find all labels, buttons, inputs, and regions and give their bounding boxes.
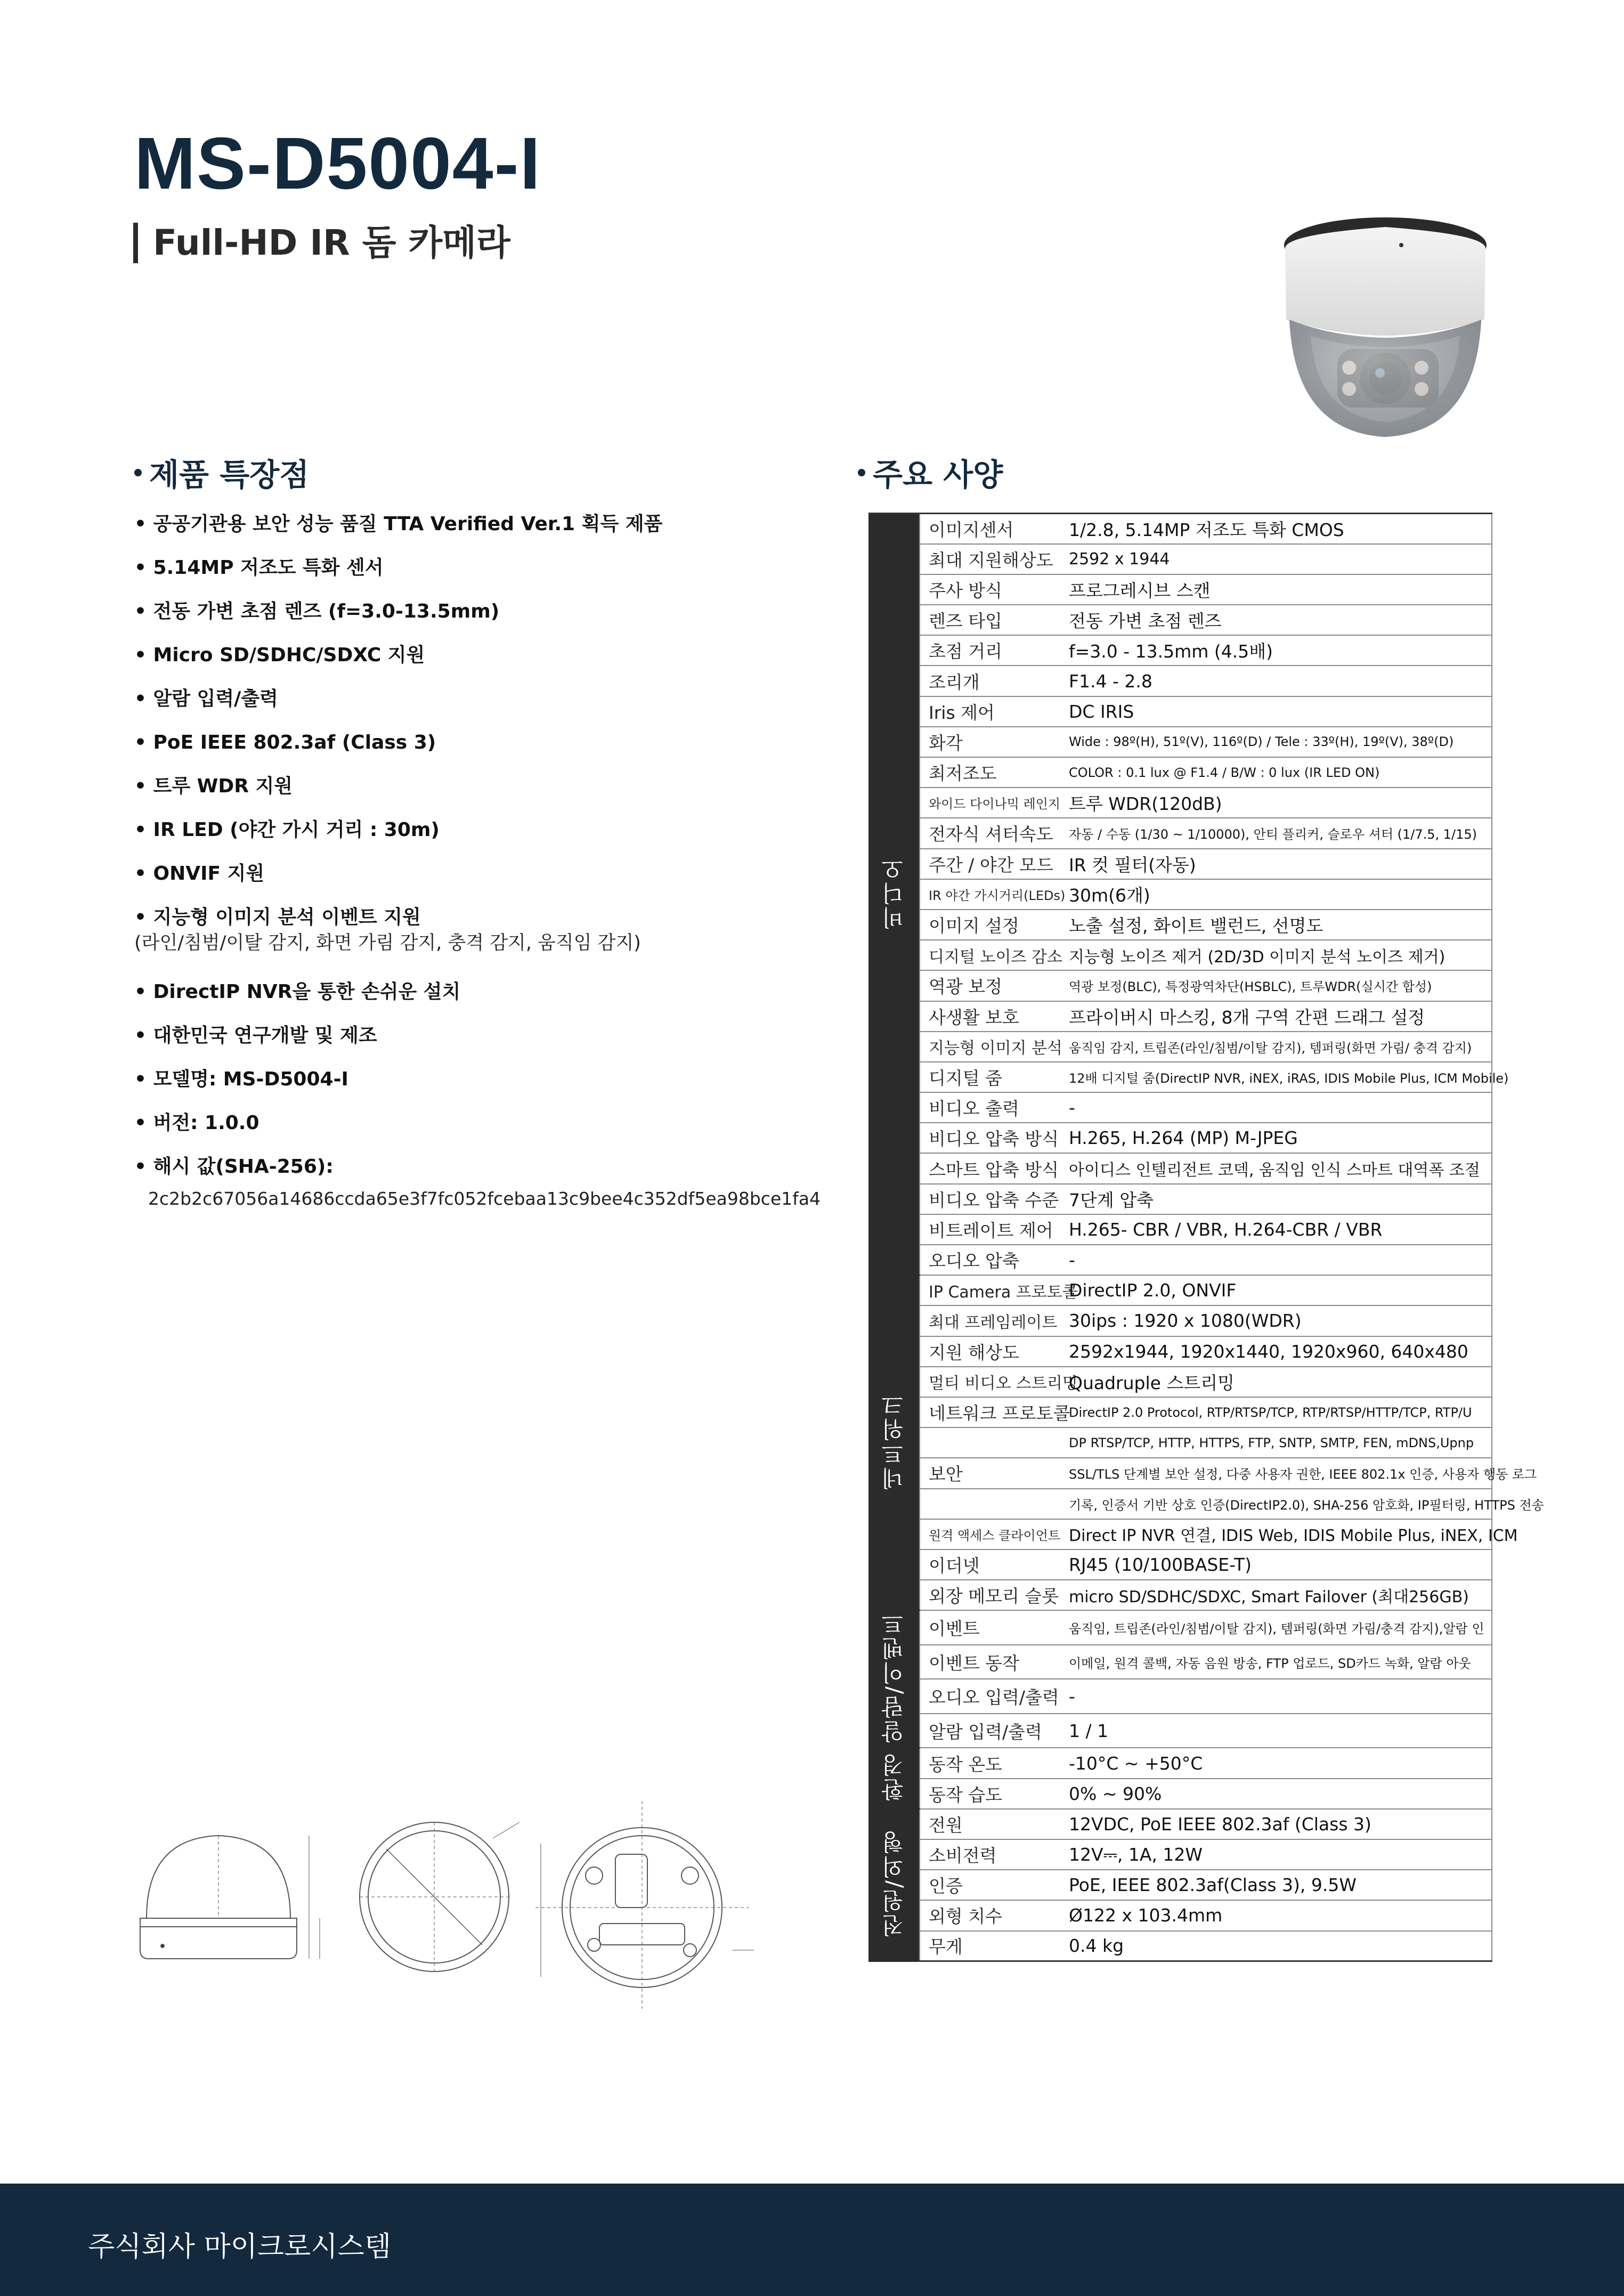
category-label: 전원/외형 (880, 1829, 907, 1937)
table-row (868, 910, 1492, 940)
spec-label: 화각 (920, 727, 1063, 757)
table-row (868, 757, 1492, 788)
feature-list (134, 512, 821, 1212)
spec-value: 7단계 압축 (1063, 1184, 1492, 1214)
feature-item: • 버전: 1.0.0 (134, 1112, 259, 1134)
feature-text: 공공기관용 보안 성능 품질 TTA Verified Ver.1 획득 제품 (153, 513, 663, 535)
heading-bullet (858, 469, 865, 476)
spec-label: 동작 습도 (920, 1779, 1063, 1809)
spec-label: 지원 해상도 (920, 1336, 1063, 1367)
table-row (868, 818, 1492, 848)
spec-label: 이벤트 (920, 1610, 1063, 1645)
feature-item: • 해시 값(SHA-256): 2c2b2c67056a14686ccda65e3f7fc052fcebaa13c9bee4c352df5ea98bce1fa4 (134, 1154, 816, 1212)
spec-value: 역광 보정(BLC), 특정광역차단(HSBLC), 트루WDR(실시간 합성) (1063, 970, 1492, 1001)
table-row (868, 1397, 1492, 1427)
spec-label: 보안 (920, 1458, 1063, 1488)
feature-text: 트루 WDR 지원 (153, 775, 293, 797)
feature-item: • PoE IEEE 802.3af (Class 3) (134, 732, 436, 753)
category-video (868, 514, 920, 1276)
table-row (868, 1839, 1492, 1870)
heading-bullet (134, 469, 142, 476)
spec-label: 인증 (920, 1870, 1063, 1900)
table-row (868, 1214, 1492, 1245)
feature-text: 전동 가변 초점 렌즈 (f=3.0-13.5mm) (153, 601, 500, 622)
spec-value: RJ45 (10/100BASE-T) (1063, 1549, 1492, 1580)
feature-item: • 5.14MP 저조도 특화 센서 (134, 557, 384, 579)
spec-value: - (1063, 1679, 1492, 1714)
spec-value: f=3.0 - 13.5mm (4.5배) (1063, 635, 1492, 666)
subtitle-bar (133, 223, 138, 263)
spec-value: 이메일, 원격 콜백, 자동 음원 방송, FTP 업로드, SD카드 녹화, 알람 아웃 (1063, 1645, 1492, 1680)
table-row (868, 1779, 1492, 1809)
table-row (868, 1679, 1492, 1714)
spec-value: 0.4 kg (1063, 1931, 1492, 1961)
table-row (868, 1519, 1492, 1549)
feature-text: 5.14MP 저조도 특화 센서 (153, 557, 384, 579)
spec-label: 이벤트 동작 (920, 1645, 1063, 1680)
feature-item: • Micro SD/SDHC/SDXC 지원 (134, 644, 425, 666)
product-model-title: MS-D5004-I (134, 123, 541, 205)
feature-text: 지능형 이미지 분석 이벤트 지원 (153, 906, 421, 928)
spec-value: 자동 / 수동 (1/30 ~ 1/10000), 안티 플리커, 슬로우 셔터 (1/7.5, 1/15) (1063, 818, 1492, 848)
table-row (868, 1809, 1492, 1839)
table-row (868, 635, 1492, 666)
feature-item: • IR LED (야간 가시 거리 : 30m) (134, 819, 440, 841)
table-row (868, 574, 1492, 605)
table-row (868, 1092, 1492, 1123)
spec-label: 지능형 이미지 분석 (920, 1032, 1063, 1062)
spec-label: 최대 지원해상도 (920, 544, 1063, 574)
table-row (868, 544, 1492, 574)
spec-label: 알람 입력/출력 (920, 1714, 1063, 1748)
table-row (868, 1305, 1492, 1336)
subtitle-text: Full-HD IR 돔 카메라 (153, 222, 510, 263)
specs-heading-text: 주요 사양 (873, 457, 1003, 493)
table-row (868, 788, 1492, 818)
spec-value: 전동 가변 초점 렌즈 (1063, 605, 1492, 635)
spec-label: 전원 (920, 1809, 1063, 1839)
spec-label: 디지털 노이즈 감소 (920, 940, 1063, 970)
table-row (868, 666, 1492, 696)
spec-label: 비디오 출력 (920, 1092, 1063, 1123)
feature-item: • 전동 가변 초점 렌즈 (f=3.0-13.5mm) (134, 601, 500, 622)
category-label: 알람/이벤트 (880, 1611, 907, 1743)
hash-value: 2c2b2c67056a14686ccda65e3f7fc052fcebaa13c9bee4c352df5ea98bce1fa4 (148, 1188, 821, 1209)
spec-value: Quadruple 스트리밍 (1063, 1367, 1492, 1397)
table-row (868, 1245, 1492, 1275)
spec-value: SSL/TLS 단계별 보안 설정, 다중 사용자 권한, IEEE 802.1x 인증, 사용자 행동 로그 (1063, 1458, 1492, 1488)
spec-value: DC IRIS (1063, 696, 1492, 727)
table-row (868, 1748, 1492, 1778)
side-view-drawing (140, 1836, 320, 1959)
product-subtitle (133, 223, 510, 263)
table-row (868, 1458, 1492, 1488)
spec-label: 비디오 압축 수준 (920, 1184, 1063, 1214)
spec-value: 2592 x 1944 (1063, 544, 1492, 574)
spec-label: 스마트 압축 방식 (920, 1153, 1063, 1183)
feature-text: ONVIF 지원 (153, 863, 265, 885)
spec-label: 이미지센서 (920, 514, 1063, 544)
table-row (868, 1184, 1492, 1214)
spec-value: 30ips : 1920 x 1080(WDR) (1063, 1305, 1492, 1336)
spec-label: 초점 거리 (920, 635, 1063, 666)
category-network (868, 1275, 920, 1610)
spec-value: 30m(6개) (1063, 879, 1492, 910)
spec-label: 이미지 설정 (920, 910, 1063, 940)
spec-label: 이더넷 (920, 1549, 1063, 1580)
spec-table (868, 513, 1544, 1962)
table-row (868, 970, 1492, 1001)
table-row (868, 1489, 1492, 1519)
spec-value: DirectIP 2.0, ONVIF (1063, 1275, 1492, 1305)
table-row (868, 1062, 1492, 1092)
spec-label: IR 야간 가시거리(LEDs) (920, 879, 1063, 910)
spec-label (920, 1489, 1063, 1519)
camera-photo (1279, 213, 1492, 448)
company-name: 주식회사 마이크로시스템 (88, 2231, 392, 2263)
table-row (868, 1549, 1492, 1580)
spec-value: 아이디스 인텔리전트 코덱, 움직임 인식 스마트 대역폭 조절 (1063, 1153, 1492, 1183)
spec-label: 동작 온도 (920, 1748, 1063, 1778)
spec-value: -10°C ~ +50°C (1063, 1748, 1492, 1778)
spec-value: Wide : 98º(H), 51º(V), 116º(D) / Tele : 33º(H), 19º(V), 38º(D) (1063, 727, 1492, 757)
feature-text: 알람 입력/출력 (153, 688, 278, 710)
spec-label: 전자식 셔터속도 (920, 818, 1063, 848)
feature-text: 버전: 1.0.0 (153, 1112, 259, 1134)
table-row (868, 514, 1492, 544)
feature-text: 해시 값(SHA-256): (153, 1156, 334, 1178)
spec-label: IP Camera 프로토콜 (920, 1275, 1063, 1305)
spec-label: 오디오 입력/출력 (920, 1679, 1063, 1714)
spec-label: 소비전력 (920, 1839, 1063, 1870)
spec-value: - (1063, 1245, 1492, 1275)
category-label: 비디오 (880, 855, 907, 929)
spec-label: 와이드 다이나믹 레인지 (920, 788, 1063, 818)
spec-label: 오디오 압축 (920, 1245, 1063, 1275)
spec-value: DirectIP 2.0 Protocol, RTP/RTSP/TCP, RTP/RTSP/HTTP/TCP, RTP/U (1063, 1397, 1492, 1427)
table-row (868, 1610, 1492, 1645)
feature-text: IR LED (야간 가시 거리 : 30m) (153, 819, 440, 841)
feature-text: DirectIP NVR을 통한 손쉬운 설치 (153, 981, 461, 1003)
spec-label: 외장 메모리 슬롯 (920, 1580, 1063, 1610)
spec-value: 0% ~ 90% (1063, 1779, 1492, 1809)
spec-value: 12배 디지털 줌(DirectIP NVR, iNEX, iRAS, IDIS Mobile Plus, ICM Mobile) (1063, 1062, 1492, 1092)
table-row (868, 849, 1492, 879)
spec-label: 원격 액세스 클라이언트 (920, 1519, 1063, 1549)
bottom-view-drawing (535, 1801, 754, 2009)
spec-label: 조리개 (920, 666, 1063, 696)
spec-value: 1/2.8, 5.14MP 저조도 특화 CMOS (1063, 514, 1492, 544)
spec-value: 1 / 1 (1063, 1714, 1492, 1748)
spec-value: 기록, 인증서 기반 상호 인증(DirectIP2.0), SHA-256 암호화, IP필터링, HTTPS 전송 (1063, 1489, 1492, 1519)
category-environment (868, 1748, 920, 1808)
footer-bar (0, 2184, 1624, 2296)
spec-value: 노출 설정, 화이트 밸런드, 선명도 (1063, 910, 1492, 940)
spec-value: COLOR : 0.1 lux @ F1.4 / B/W : 0 lux (IR LED ON) (1063, 757, 1492, 788)
spec-value: Ø122 x 103.4mm (1063, 1900, 1492, 1930)
spec-label: 렌즈 타입 (920, 605, 1063, 635)
spec-label: 외형 치수 (920, 1900, 1063, 1930)
spec-label: 최저조도 (920, 757, 1063, 788)
spec-label: 역광 보정 (920, 970, 1063, 1001)
analytics-detail: (라인/침범/이탈 감지, 화면 가림 감지, 충격 감지, 움직임 감지) (134, 932, 641, 954)
table-row (868, 879, 1492, 910)
feature-item: • 트루 WDR 지원 (134, 775, 293, 797)
table-row (868, 1931, 1492, 1961)
table-row (868, 1427, 1492, 1458)
spec-value: IR 컷 필터(자동) (1063, 849, 1492, 879)
spec-label (920, 1427, 1063, 1458)
spec-value: H.265- CBR / VBR, H.264-CBR / VBR (1063, 1214, 1492, 1245)
front-view-drawing (360, 1822, 519, 1972)
spec-value: 2592x1944, 1920x1440, 1920x960, 640x480 (1063, 1336, 1492, 1367)
spec-value: 12V⎓, 1A, 12W (1063, 1839, 1492, 1870)
spec-value: - (1063, 1092, 1492, 1123)
feature-text: 모델명: MS-D5004-I (153, 1068, 348, 1090)
spec-value: 움직임 감지, 트립존(라인/침범/이탈 감지), 템퍼링(화면 가림/ 충격 감지) (1063, 1032, 1492, 1062)
table-row (868, 1153, 1492, 1183)
spec-value: micro SD/SDHC/SDXC, Smart Failover (최대256GB) (1063, 1580, 1492, 1610)
spec-value: DP RTSP/TCP, HTTP, HTTPS, FTP, SNTP, SMTP, FEN, mDNS,Upnp (1063, 1427, 1492, 1458)
spec-label: 최대 프레임레이트 (920, 1305, 1063, 1336)
feature-item: • 대한민국 연구개발 및 제조 (134, 1025, 377, 1046)
table-row (868, 1275, 1492, 1305)
category-alarm-event (868, 1610, 920, 1748)
spec-value: Direct IP NVR 연결, IDIS Web, IDIS Mobile Plus, iNEX, ICM (1063, 1519, 1492, 1549)
feature-item: • 모델명: MS-D5004-I (134, 1068, 348, 1090)
spec-value: 프라이버시 마스킹, 8개 구역 간편 드래그 설정 (1063, 1001, 1492, 1032)
spec-label: 무게 (920, 1931, 1063, 1961)
spec-label: 사생활 보호 (920, 1001, 1063, 1032)
table-row (868, 1367, 1492, 1397)
spec-value: F1.4 - 2.8 (1063, 666, 1492, 696)
spec-label: Iris 제어 (920, 696, 1063, 727)
spec-label: 비트레이트 제어 (920, 1214, 1063, 1245)
category-power-exterior (868, 1809, 920, 1961)
feature-item: • ONVIF 지원 (134, 863, 265, 885)
spec-value: 트루 WDR(120dB) (1063, 788, 1492, 818)
spec-value: 움직임, 트립존(라인/침범/이탈 감지), 템퍼링(화면 가림/충격 감지),알람 인 (1063, 1610, 1492, 1645)
category-label: 환경 (880, 1751, 907, 1801)
spec-value: PoE, IEEE 802.3af(Class 3), 9.5W (1063, 1870, 1492, 1900)
spec-label: 주간 / 야간 모드 (920, 849, 1063, 879)
spec-value: 지능형 노이즈 제거 (2D/3D 이미지 분석 노이즈 제거) (1063, 940, 1492, 970)
table-row (868, 1336, 1492, 1367)
dimension-drawings (136, 1790, 765, 2014)
table-row (868, 1870, 1492, 1900)
feature-item: • 공공기관용 보안 성능 품질 TTA Verified Ver.1 획득 제품 (134, 513, 663, 535)
table-row (868, 1001, 1492, 1032)
spec-value: H.265, H.264 (MP) M-JPEG (1063, 1123, 1492, 1153)
table-row (868, 1123, 1492, 1153)
table-row (868, 696, 1492, 727)
category-label: 네트워크 (880, 1391, 907, 1490)
feature-text: PoE IEEE 802.3af (Class 3) (153, 732, 436, 753)
table-row (868, 1645, 1492, 1680)
table-row (868, 605, 1492, 635)
spec-value: 12VDC, PoE IEEE 802.3af (Class 3) (1063, 1809, 1492, 1839)
feature-item: • DirectIP NVR을 통한 손쉬운 설치 (134, 981, 461, 1003)
spec-label: 멀티 비디오 스트리밍 (920, 1367, 1063, 1397)
table-row (868, 1714, 1492, 1748)
feature-item: • 알람 입력/출력 (134, 688, 278, 710)
table-row (868, 1580, 1492, 1610)
spec-label: 비디오 압축 방식 (920, 1123, 1063, 1153)
table-row (868, 940, 1492, 970)
table-row (868, 1900, 1492, 1930)
spec-label: 주사 방식 (920, 574, 1063, 605)
table-row (868, 1032, 1492, 1062)
spec-label: 디지털 줌 (920, 1062, 1063, 1092)
spec-label: 네트워크 프로토콜 (920, 1397, 1063, 1427)
feature-text: 대한민국 연구개발 및 제조 (153, 1025, 377, 1046)
features-heading-text: 제품 특장점 (149, 457, 310, 493)
feature-text: Micro SD/SDHC/SDXC 지원 (153, 644, 425, 666)
spec-value: 프로그레시브 스캔 (1063, 574, 1492, 605)
features-heading (134, 457, 310, 493)
specs-heading (858, 457, 1003, 493)
feature-item: • 지능형 이미지 분석 이벤트 지원 (라인/침범/이탈 감지, 화면 가림 감지, 충격 감지, 움직임 감지) (134, 905, 816, 979)
table-row (868, 727, 1492, 757)
